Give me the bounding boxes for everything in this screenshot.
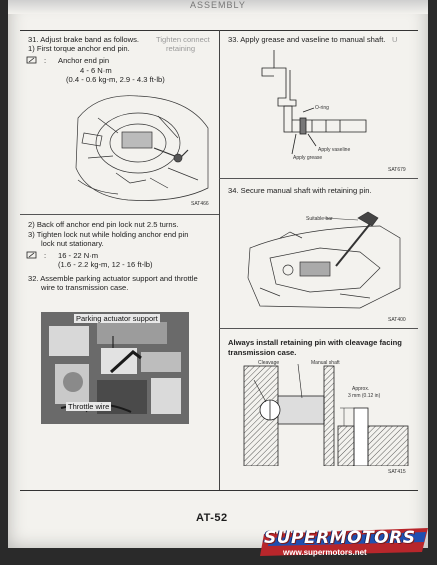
- step-31-sub2: 2) Back off anchor end pin lock nut 2.5 turns.: [28, 220, 179, 229]
- vaseline-label: Apply vaseline: [318, 147, 351, 153]
- fig-code-sat400: SAT400: [388, 317, 406, 323]
- nut-torque-alt: (1.6 - 2.2 kg-m, 12 - 16 ft-lb): [58, 260, 153, 269]
- note-line-2: transmission case.: [228, 348, 297, 357]
- colon-2: :: [44, 251, 47, 260]
- torque-wrench-icon-2: [26, 251, 38, 260]
- fig-code-sat415: SAT415: [388, 469, 406, 475]
- page-number: AT-52: [196, 512, 228, 524]
- rule-right-2: [219, 328, 418, 329]
- rule-left-1: [20, 214, 219, 215]
- dimension-label: 3 mm (0.12 in): [348, 393, 381, 399]
- cleavage-figure: [236, 356, 414, 466]
- step-31-sub3a: 3) Tighten lock nut while holding anchor end pin: [28, 230, 189, 239]
- logo-url[interactable]: www.supermotors.net: [283, 548, 367, 557]
- logo-text: SUPERMOTORS: [264, 528, 416, 548]
- step-33-title: 33. Apply grease and vaseline to manual shaft.: [228, 35, 386, 44]
- step-33-ghost: U: [392, 35, 398, 44]
- cleavage-label: Cleavage: [258, 360, 280, 366]
- suitable-bar-label: Suitable bar: [306, 216, 333, 222]
- step-31-ghost2: retaining: [166, 44, 196, 53]
- rule-right-1: [219, 178, 418, 179]
- approx-label: Approx.: [352, 386, 370, 392]
- step-31-title: 31. Adjust brake band as follows.: [28, 35, 140, 44]
- anchor-torque: 4 - 6 N·m: [80, 66, 112, 75]
- retaining-pin-figure: [240, 208, 410, 318]
- colon: :: [44, 56, 47, 65]
- photo-label-throttle-wire: Throttle wire: [68, 402, 110, 411]
- brake-band-figure: [58, 88, 218, 208]
- anchor-torque-alt: (0.4 - 0.6 kg-m, 2.9 - 4.3 ft-lb): [66, 75, 165, 84]
- torque-wrench-icon: [26, 56, 38, 65]
- nut-torque: 16 - 22 N·m: [58, 251, 99, 260]
- parking-actuator-photo: [41, 312, 189, 424]
- column-divider: [219, 30, 220, 490]
- step-32-line1: 32. Assemble parking actuator support and throttle: [28, 274, 198, 283]
- anchor-label: Anchor end pin: [58, 56, 110, 65]
- manual-page: [8, 0, 428, 548]
- bottom-rule: [20, 490, 418, 491]
- fig-code-sat679: SAT679: [388, 167, 406, 173]
- step-31-ghost: Tighten connect: [156, 35, 210, 44]
- step-31-sub3b: lock nut stationary.: [41, 239, 104, 248]
- step-31-sub1: 1) First torque anchor end pin.: [28, 44, 130, 53]
- note-line-1: Always install retaining pin with cleavage facing: [228, 338, 402, 347]
- fig-code-sat466: SAT466: [191, 201, 209, 207]
- step-34-title: 34. Secure manual shaft with retaining pin.: [228, 186, 372, 195]
- grease-label: Apply grease: [293, 155, 323, 161]
- oring-label: O-ring: [315, 105, 329, 111]
- header-ghost: ASSEMBLY: [190, 0, 246, 10]
- step-32-line2: wire to transmission case.: [41, 283, 129, 292]
- photo-label-parking-support: Parking actuator support: [76, 314, 158, 323]
- manual-shaft-label: Manual shaft: [311, 360, 340, 366]
